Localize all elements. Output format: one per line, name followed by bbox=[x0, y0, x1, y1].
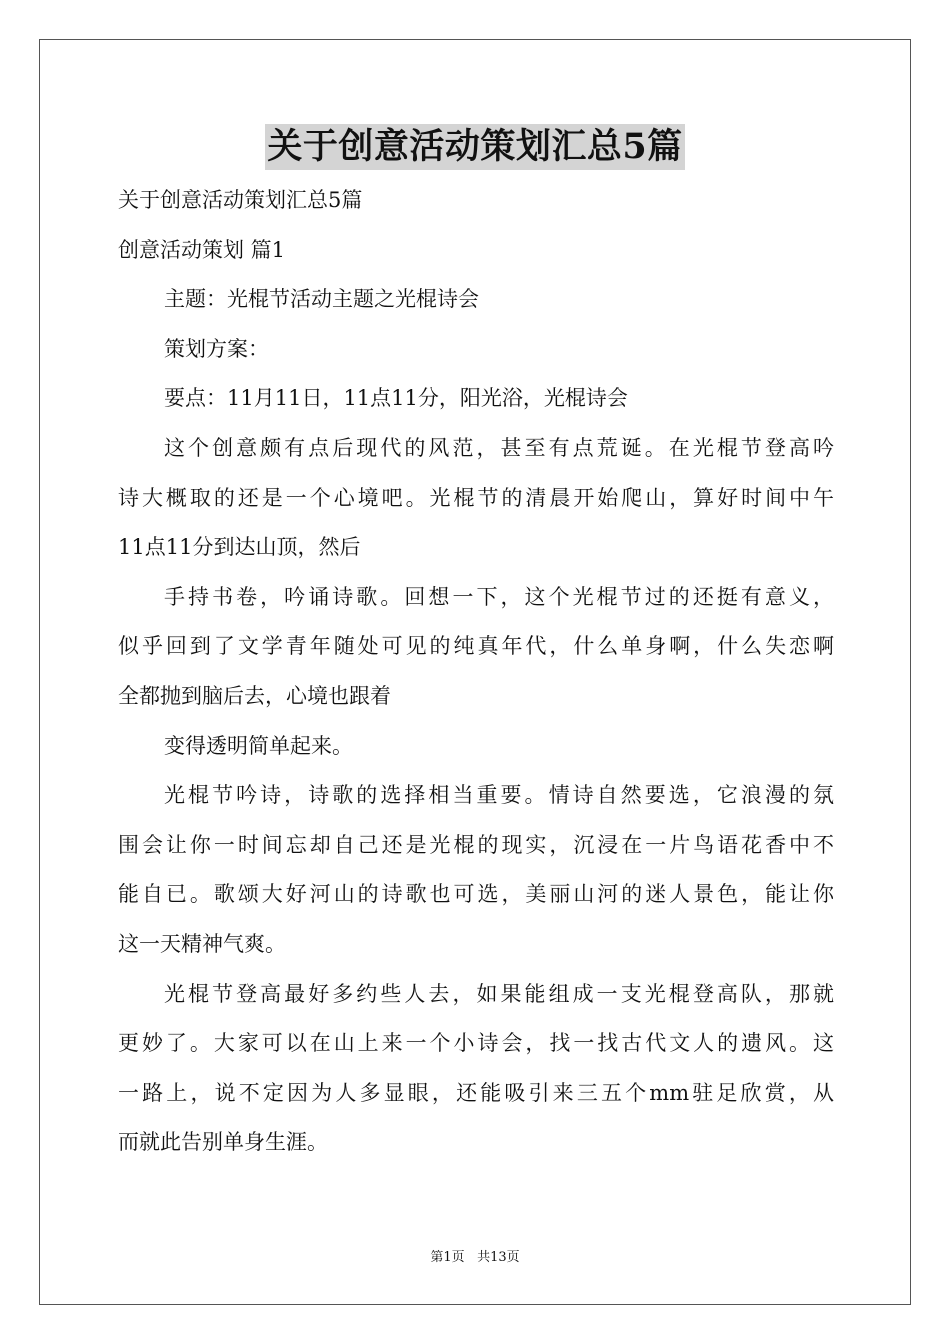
document-body bbox=[118, 176, 834, 1168]
title-area bbox=[0, 124, 950, 170]
paragraph-line: 似乎回到了文学青年随处可见的纯真年代，什么单身啊，什么失恋啊 bbox=[118, 634, 834, 659]
paragraph-line: 要点：11月11日，11点11分，阳光浴，光棍诗会 bbox=[164, 386, 628, 411]
subtitle-line: 关于创意活动策划汇总5篇 bbox=[118, 188, 363, 212]
paragraph-line: 一路上，说不定因为人多显眼，还能吸引来三五个mm驻足欣赏，从 bbox=[118, 1080, 834, 1105]
paragraph-line: 这一天精神气爽。 bbox=[118, 931, 286, 956]
paragraph-line: 而就此告别单身生涯。 bbox=[118, 1130, 328, 1155]
paragraph-line: 主题：光棍节活动主题之光棍诗会 bbox=[164, 287, 479, 312]
page-total: 共13页 bbox=[477, 1250, 520, 1265]
paragraph-line: 诗大概取的还是一个心境吧。光棍节的清晨开始爬山，算好时间中午 bbox=[118, 485, 834, 510]
paragraph-line: 全都抛到脑后去，心境也跟着 bbox=[118, 683, 391, 708]
document-title: 关于创意活动策划汇总5篇 bbox=[265, 124, 684, 170]
paragraph-line: 更妙了。大家可以在山上来一个小诗会，找一找古代文人的遗风。这 bbox=[118, 1031, 834, 1056]
paragraph-line: 光棍节登高最好多约些人去，如果能组成一支光棍登高队，那就 bbox=[164, 981, 834, 1006]
paragraph-line: 这个创意颇有点后现代的风范，甚至有点荒诞。在光棍节登高吟 bbox=[164, 435, 834, 460]
paragraph-line: 策划方案： bbox=[164, 336, 269, 361]
page-footer bbox=[0, 1246, 950, 1265]
paragraph-line: 变得透明简单起来。 bbox=[164, 733, 353, 758]
paragraph-line: 光棍节吟诗，诗歌的选择相当重要。情诗自然要选，它浪漫的氛 bbox=[164, 783, 834, 808]
page-number: 第1页 bbox=[430, 1250, 465, 1265]
paragraph-line: 11点11分到达山顶，然后 bbox=[118, 535, 361, 560]
paragraph-line: 能自已。歌颂大好河山的诗歌也可选，美丽山河的迷人景色，能让你 bbox=[118, 882, 834, 907]
paragraph-line: 围会让你一时间忘却自己还是光棍的现实，沉浸在一片鸟语花香中不 bbox=[118, 832, 834, 857]
section-heading: 创意活动策划 篇1 bbox=[118, 237, 286, 262]
paragraph-line: 手持书卷，吟诵诗歌。回想一下，这个光棍节过的还挺有意义， bbox=[164, 584, 834, 609]
